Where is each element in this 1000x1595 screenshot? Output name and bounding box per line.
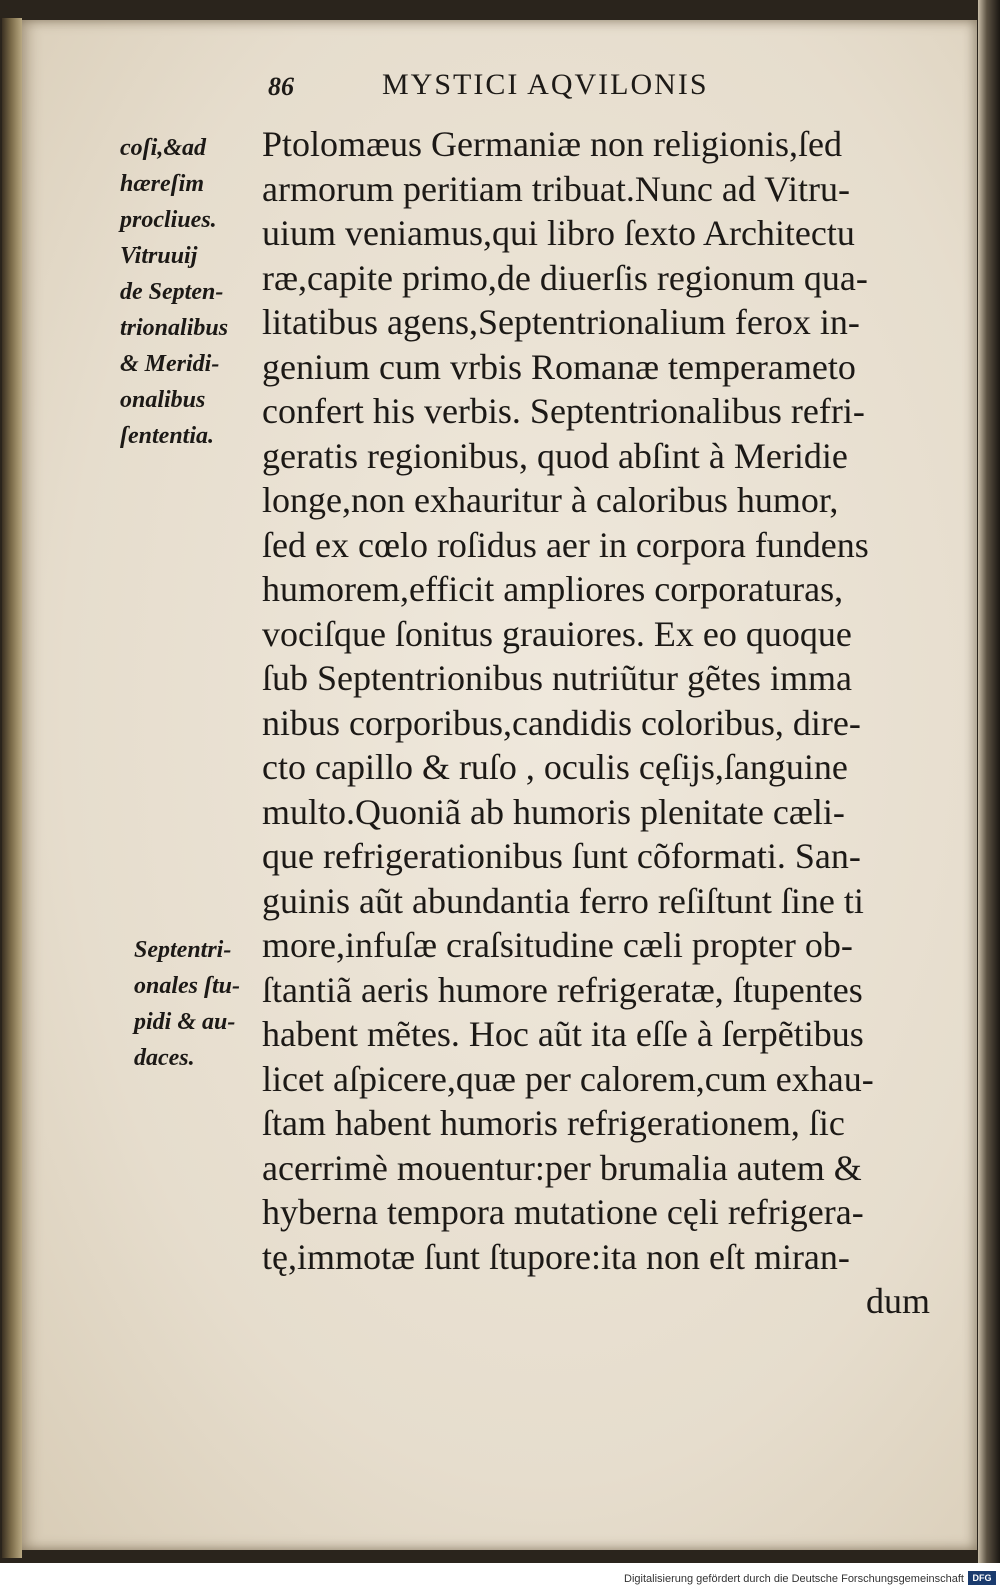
margin-note-line: de Septen- [120, 279, 224, 305]
margin-note-line: coſi,&ad [120, 135, 206, 161]
body-line: ſub Septentrionibus nutriũtur gẽtes imma [262, 658, 852, 698]
body-line: litatibus agens,Septentrionalium ferox in- [262, 302, 860, 342]
catchword: dum [865, 1281, 930, 1321]
book-cover-edge [2, 18, 22, 1558]
body-line: armorum peritiam tribuat.Nunc ad Vitru- [262, 168, 851, 209]
body-line: vociſque ſonitus grauiores. Ex eo quoque [262, 613, 852, 654]
margin-note-line: trionalibus [120, 315, 229, 341]
body-line: que refrigerationibus ſunt cõformati. San- [262, 836, 861, 876]
margin-note-vitruvius [120, 130, 270, 454]
body-line: ſtam habent humoris refrigerationem, ſic [262, 1103, 845, 1143]
body-line: hyberna tempora mutatione cęli refrigera- [262, 1192, 864, 1232]
margin-note-line: Vitruuij [120, 243, 198, 269]
margin-note-line: daces. [134, 1045, 195, 1071]
running-head: MYSTICI AQVILONIS [382, 68, 709, 101]
body-line: cto capillo & ruſo , oculis cęſijs,ſanguine [262, 747, 848, 787]
body-line: acerrimè mouentur:per brumalia autem & [262, 1147, 862, 1188]
margin-note-line: onales ſtu- [134, 973, 241, 999]
body-line: more,infuſæ craſsitudine cæli propter ob- [262, 925, 853, 965]
body-line: guinis aũt abundantia ferro reſiſtunt ſine ti [262, 880, 864, 921]
body-line: confert his verbis. Septentrionalibus refri- [262, 391, 865, 431]
page-number: 86 [268, 72, 294, 101]
body-line: geratis regionibus, quod abſint à Meridie [262, 435, 848, 476]
book-spine-shadow [978, 0, 1000, 1563]
body-text [262, 122, 930, 1324]
margin-note-septentrionales [134, 932, 274, 1076]
body-line: genium cum vrbis Romanæ temperameto [262, 346, 856, 387]
dfg-logo: DFG [968, 1571, 996, 1585]
body-line: ræ,capite primo,de diuerſis regionum qua- [262, 257, 868, 298]
body-line: multo.Quoniã ab humoris plenitate cæli- [262, 791, 845, 832]
margin-note-line: & Meridi- [120, 351, 220, 377]
margin-note-line: hæreſim [120, 171, 204, 197]
margin-note-line: Septentri- [134, 937, 232, 963]
body-line: habent mẽtes. Hoc aũt ita eſſe à ſerpẽtibus [262, 1014, 864, 1054]
body-line: humorem,efficit ampliores corporaturas, [262, 569, 844, 609]
body-line: longe,non exhauritur à caloribus humor, [262, 480, 839, 520]
body-line: licet aſpicere,quæ per calorem,cum exhau- [262, 1058, 874, 1099]
body-line: uium veniamus,qui libro ſexto Architectu [262, 213, 855, 253]
margin-note-line: onalibus [120, 387, 206, 413]
footer-bar [0, 1563, 1000, 1595]
page-header [268, 68, 828, 108]
body-line: ſtantiã aeris humore refrigeratæ, ſtupentes [262, 969, 863, 1010]
body-line: nibus corporibus,candidis coloribus, dire- [262, 702, 861, 743]
margin-note-line: pidi & au- [134, 1009, 236, 1035]
margin-note-line: ſententia. [120, 423, 214, 449]
margin-note-line: procliues. [120, 207, 217, 233]
body-line: tę,immotæ ſunt ſtupore:ita non eſt miran- [262, 1236, 850, 1277]
body-line: Ptolomæus Germaniæ non religionis,ſed [262, 124, 842, 164]
body-line: ſed ex cœlo roſidus aer in corpora fundens [262, 524, 869, 565]
funding-credit: Digitalisierung gefördert durch die Deutsche Forschungsgemeinschaft [624, 1573, 964, 1585]
